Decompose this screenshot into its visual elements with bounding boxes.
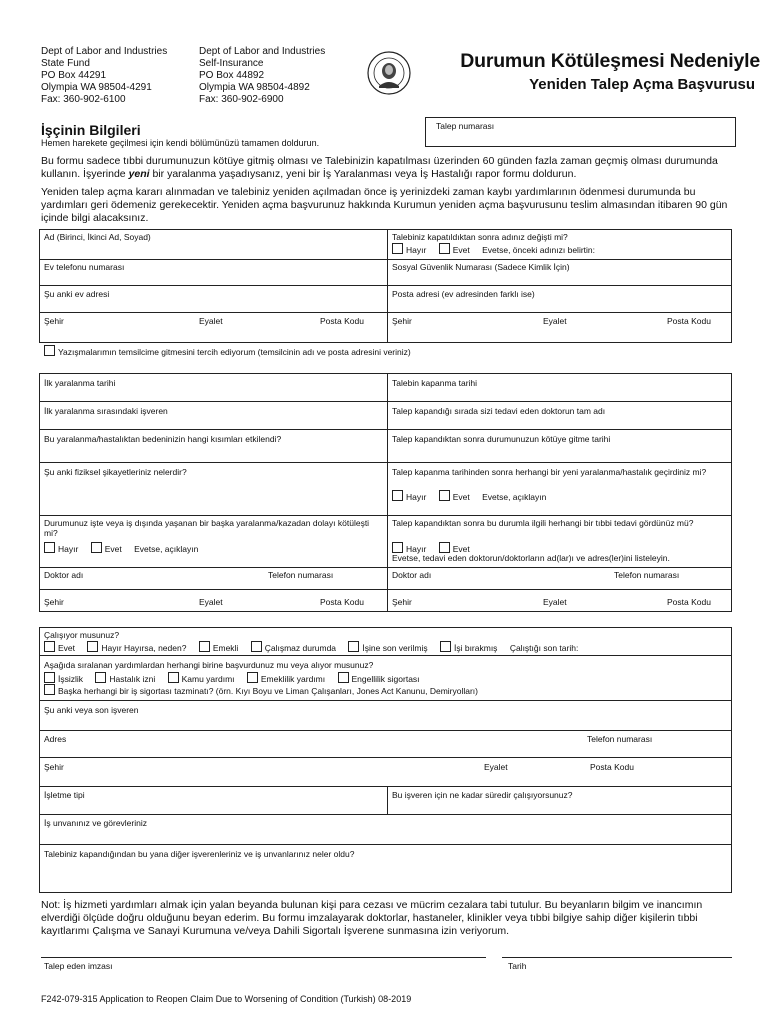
no-checkbox[interactable] [392,490,403,501]
signature-label: Talep eden imzası [44,961,113,971]
name-input[interactable] [44,240,384,258]
representative-consent: Yazışmalarımın temsilcime gitmesini tercih ediyorum (temsilcinin adı ve posta adresini veriniz) [44,345,411,357]
employer-phone-label: Telefon numarası [587,734,653,744]
name-changed-options: Hayır Evet Evetse, önceki adınızı belirtin: [392,243,595,255]
address-line: PO Box 44892 [199,70,265,81]
no-checkbox[interactable] [44,542,55,553]
employer-first-injury-label: İlk yaralanma sırasındaki işveren [44,406,168,416]
retirement-checkbox[interactable] [247,672,258,683]
date-label: Tarih [508,961,527,971]
working-yes-checkbox[interactable] [44,641,55,652]
doctor-at-close-label: Talep kapandığı sırada sizi tedavi eden doktorun tam adı [392,406,606,416]
doctor-name-label-right: Doktor adı [392,570,432,580]
claim-closed-date-label: Talebin kapanma tarihi [392,378,478,388]
new-injury-options: Hayır Evet Evetse, açıklayın [392,490,546,502]
address-line: Olympia WA 98504-4291 [41,82,152,93]
claim-number-label: Talep numarası [436,121,495,131]
yes-checkbox[interactable] [439,542,450,553]
treated-after-label: Talep kapandıktan sonra bu durumla ilgili herhangi bir tıbbi tedavi gördünüz mü? [392,518,694,528]
worsened-date-label: Talep kapandıktan sonra durumunuzun kötüye gitme tarihi [392,434,611,444]
other-injury-options: Hayır Evet Evetse, açıklayın [44,542,198,554]
yes-checkbox[interactable] [439,243,450,254]
legal-note: Not: İş hizmeti yardımları almak için yalan beyanda bulunan kişi para cezası ve mücrim cezalara tabi tutulur. Bu beyanların bilgim ve inancımın elverdiği ölçüde doğru olduğunu beyan ederim. Bu formu imzalayarak doktorlar, hastaneler, klinikler veya tıbbi bilgiye sahip diğer kişilerin tıbbi kayıtlarımı Çalışma ve Sanayi Kurumuna ve/veya Dahili Sigortalı İşverene sunmasına izin veriyorum. [41,899,703,937]
mail-city-label: Şehir [392,316,412,326]
employer-zip-label: Posta Kodu [590,762,634,772]
date-line[interactable] [502,957,732,958]
zip-label: Posta Kodu [320,316,364,326]
intro-paragraph-2: Yeniden talep açma kararı alınmadan ve talebiniz yeniden açılmadan önce iş yerinizdeki zaman kaybı yardımlarının ödenmesi durumunda bu yardımları geri ödemeniz gerekecektir. Yeniden açma başvurunuz hakkında Kurumun yeniden açma başvurusunu teslim almasından itibaren 90 gün içinde bilgi alacaksınız. [41,186,728,224]
yes-checkbox[interactable] [91,542,102,553]
benefits-options: İşsizlik Hastalık izni Kamu yardımı Emeklilik yardımı Engellilik sigortası [44,672,430,684]
address-line: State Fund [41,58,90,69]
treated-after-note: Evetse, tedavi eden doktorun/doktorların ad(lar)ı ve adres(ler)ini listeleyin. [392,553,670,563]
home-address-label: Şu anki ev adresi [44,289,110,299]
public-assistance-checkbox[interactable] [168,672,179,683]
mail-address-label: Posta adresi (ev adresinden farklı ise) [392,289,535,299]
quit-checkbox[interactable] [440,641,451,652]
intro-paragraph-1: Bu formu sadece tıbbi durumunuzun kötüye gitmiş olması ve Talebinizin kapatılması üzerinden 60 günden fazla zaman geçmiş olması durumunda kullanın. İşyerinde yeni bir yaralanma yaşadıysanız, yeni bir İş Yaralanması veya İş Hastalığı rapor formu doldurun. [41,155,718,180]
state-label: Eyalet [199,316,223,326]
working-question: Çalışıyor musunuz? [44,630,120,640]
unable-to-work-checkbox[interactable] [251,641,262,652]
address-line: PO Box 44291 [41,70,107,81]
business-type-label: İşletme tipi [44,790,85,800]
phone-label: Telefon numarası [268,570,334,580]
employment-length-label: Bu işveren için ne kadar süredir çalışıyorsunuz? [392,790,573,800]
yes-checkbox[interactable] [439,490,450,501]
first-injury-date-label: İlk yaralanma tarihi [44,378,116,388]
no-checkbox[interactable] [392,542,403,553]
doctor-state-label: Eyalet [199,597,223,607]
benefits-other: Başka herhangi bir iş sigortası tazminatı? (örn. Kıyı Boyu ve Liman Çalışanları, Jones Act Kanunu, Demiryolları) [44,684,478,696]
doctor-zip-label: Posta Kodu [320,597,364,607]
claim-number-field[interactable] [425,117,736,147]
address-self-insurance [199,46,325,106]
form-title: Durumun Kötüleşmesi Nedeniyle [460,50,760,72]
previous-name-label: Evetse, önceki adınızı belirtin: [482,245,595,255]
ssn-label: Sosyal Güvenlik Numarası (Sadece Kimlik İçin) [392,262,570,272]
new-injury-label: Talep kapanma tarihinden sonra herhangi bir yeni yaralanma/hastalık geçirdiniz mi? [392,467,707,477]
other-insurance-checkbox[interactable] [44,684,55,695]
doctor2-zip-label: Posta Kodu [667,597,711,607]
address-line: Fax: 360-902-6900 [199,94,284,105]
employer-city-label: Şehir [44,762,64,772]
current-employer-label: Şu anki veya son işveren [44,705,139,715]
home-phone-label: Ev telefonu numarası [44,262,125,272]
form-subtitle: Yeniden Talep Açma Başvurusu [529,76,755,93]
address-line: Dept of Labor and Industries [41,46,168,57]
name-label: Ad (Birinci, İkinci Ad, Soyad) [44,232,151,242]
form-footer: F242-079-315 Application to Reopen Claim Due to Worsening of Condition (Turkish) 08-2019 [41,994,412,1004]
address-line: Olympia WA 98504-4892 [199,82,310,93]
doctor-city-label: Şehir [44,597,64,607]
treated-after-options: Hayır Evet [392,542,480,554]
address-line: Self-Insurance [199,58,264,69]
phone-label-right: Telefon numarası [614,570,680,580]
last-worked-label: Çalıştığı son tarih: [509,643,579,653]
other-injury-label: Durumunuz işte veya iş dışında yaşanan bir başka yaralanma/kazadan dolayı kötüleşti mi? [44,518,370,538]
no-checkbox[interactable] [392,243,403,254]
disability-insurance-checkbox[interactable] [338,672,349,683]
address-state-fund [41,46,167,106]
city-label: Şehir [44,316,64,326]
name-changed-label: Talebiniz kapatıldıktan sonra adınız değişti mi? [392,232,568,242]
address-line: Fax: 360-902-6100 [41,94,126,105]
representative-checkbox[interactable] [44,345,55,356]
doctor2-city-label: Şehir [392,597,412,607]
body-parts-label: Bu yaralanma/hastalıktan bedeninizin hangi kısımları etkilendi? [44,434,282,444]
address-line: Dept of Labor and Industries [199,46,326,57]
unemployment-checkbox[interactable] [44,672,55,683]
current-complaints-label: Şu anki fiziksel şikayetleriniz nelerdir? [44,467,187,477]
other-employers-label: Talebiniz kapandığından bu yana diğer işverenleriniz ve iş unvanlarınız neler oldu? [44,849,355,859]
state-seal-icon [367,44,411,102]
terminated-checkbox[interactable] [348,641,359,652]
section-title: İşçinin Bilgileri [41,122,141,138]
mail-zip-label: Posta Kodu [667,316,711,326]
section-instructions: Hemen harekete geçilmesi için kendi bölümünüzü tamamen doldurun. [41,138,320,148]
job-title-label: İş unvanınız ve görevleriniz [44,818,147,828]
employer-state-label: Eyalet [484,762,508,772]
employer-address-label: Adres [44,734,67,744]
benefits-question: Aşağıda sıralanan yardımlardan herhangi birine başvurdunuz mu veya alıyor musunuz? [44,660,374,670]
retired-checkbox[interactable] [199,641,210,652]
working-options: Evet Hayır Hayırsa, neden? Emekli Çalışmaz durumda İşine son verilmiş İşi bırakmış Çalıştığı son tarih: [44,641,578,653]
working-no-checkbox[interactable] [87,641,98,652]
emphasis-new: yeni [128,168,150,180]
signature-line[interactable] [41,957,486,958]
doctor2-state-label: Eyalet [543,597,567,607]
mail-state-label: Eyalet [543,316,567,326]
doctor-name-label: Doktor adı [44,570,84,580]
sick-leave-checkbox[interactable] [95,672,106,683]
